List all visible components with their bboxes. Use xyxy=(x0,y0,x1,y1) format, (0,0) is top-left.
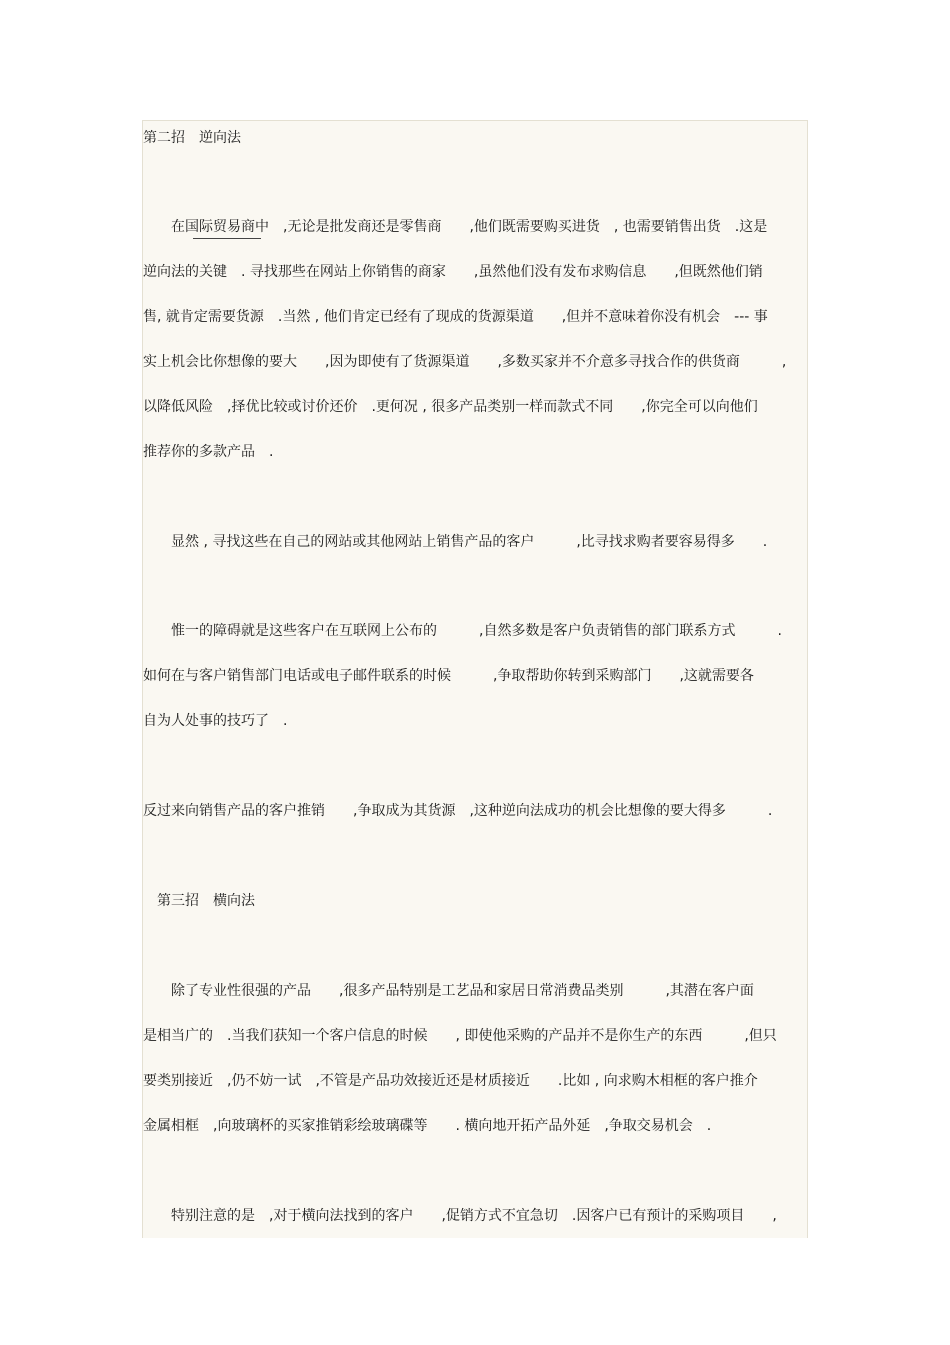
paragraph-line: 反过来向销售产品的客户推销 ,争取成为其货源 ,这种逆向法成功的机会比想像的要大得多 . xyxy=(143,803,773,819)
paragraph-line: 要类别接近 ,仍不妨一试 ,不管是产品功效接近还是材质接近 .比如 , 向求购木相框的客户推介 xyxy=(143,1073,758,1089)
section-heading: 第三招 横向法 xyxy=(143,893,255,909)
paragraph-line: 惟一的障碍就是这些客户在互联网上公布的 ,自然多数是客户负责销售的部门联系方式 . xyxy=(143,623,782,639)
section-heading: 第二招 逆向法 xyxy=(143,130,241,146)
paragraph-line: 以降低风险 ,择优比较或讨价还价 .更何况 , 很多产品类别一样而款式不同 ,你完全可以向他们 xyxy=(143,399,758,415)
paragraph-line: 是相当广的 .当我们获知一个客户信息的时候 , 即使他采购的产品并不是你生产的东西 ,但只 xyxy=(143,1028,777,1044)
underline-mark xyxy=(193,238,261,239)
paragraph-line: 如何在与客户销售部门电话或电子邮件联系的时候 ,争取帮助你转到采购部门 ,这就需要各 xyxy=(143,668,754,684)
paragraph-line: 实上机会比你想像的要大 ,因为即使有了货源渠道 ,多数买家并不介意多寻找合作的供货商 , xyxy=(143,354,787,370)
paragraph-line: 除了专业性很强的产品 ,很多产品特别是工艺品和家居日常消费品类别 ,其潜在客户面 xyxy=(143,983,754,999)
paragraph-line: 显然 , 寻找这些在自己的网站或其他网站上销售产品的客户 ,比寻找求购者要容易得多 . xyxy=(143,534,768,550)
paragraph-line: 金属相框 ,向玻璃杯的买家推销彩绘玻璃碟等 . 横向地开拓产品外延 ,争取交易机会 . xyxy=(143,1118,712,1134)
paragraph-line: 推荐你的多款产品 . xyxy=(143,444,274,460)
paragraph-line: 售, 就肯定需要货源 .当然 , 他们肯定已经有了现成的货源渠道 ,但并不意味着你没有机会 --- 事 xyxy=(143,309,768,325)
paragraph-line: 在国际贸易商中 ,无论是批发商还是零售商 ,他们既需要购买进货 , 也需要销售出货 .这是 xyxy=(143,219,768,235)
paragraph-line: 自为人处事的技巧了 . xyxy=(143,713,288,729)
paragraph-line: 逆向法的关键 . 寻找那些在网站上你销售的商家 ,虽然他们没有发布求购信息 ,但既然他们销 xyxy=(143,264,763,280)
paragraph-line: 特别注意的是 ,对于横向法找到的客户 ,促销方式不宜急切 .因客户已有预计的采购项目 , xyxy=(143,1208,777,1224)
